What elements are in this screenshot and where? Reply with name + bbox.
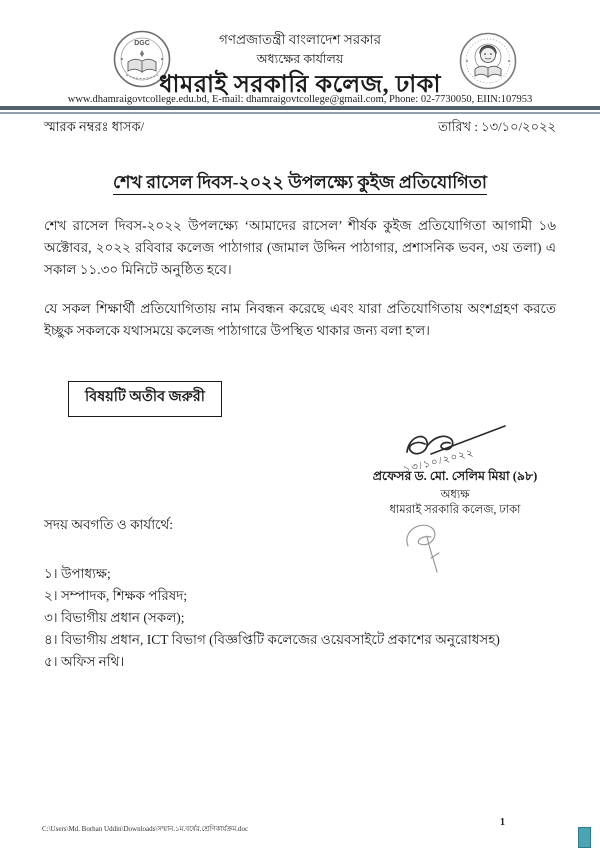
signature-handwritten-date: ১৩/১০/২০২২ xyxy=(402,447,476,476)
header-divider xyxy=(0,106,600,114)
signatory-designation: অধ্যক্ষ xyxy=(440,489,470,501)
distribution-item-1: ১। উপাধ্যক্ষ; xyxy=(44,566,111,581)
urgent-note-box: বিষয়টি অতীব জরুরী xyxy=(68,381,222,417)
body-paragraph-2: যে সকল শিক্ষার্থী প্রতিযোগিতায় নাম নিবন্ধন করেছে এবং যারা প্রতিযোগিতায় অংশগ্রহণ করতে ইচ্ছুক সকলকে যথাসময়ে কলেজ পাঠাগারে উপস্থিত থাকার জন্য বলা হ'ল। xyxy=(44,301,556,338)
memo-date: তারিখ : ১৩/১০/২০২২ xyxy=(438,119,556,134)
distribution-list xyxy=(44,514,556,673)
notice-title: শেখ রাসেল দিবস-২০২২ উপলক্ষ্যে কুইজ প্রতিযোগিতা xyxy=(0,170,600,199)
memo-number: স্মারক নম্বরঃ ধাসক/ xyxy=(44,119,145,134)
college-name: ধামরাই সরকারি কলেজ, ঢাকা xyxy=(159,72,441,98)
distribution-item-5: ৫। অফিস নথি। xyxy=(44,654,125,669)
distribution-item-4: ৪। বিভাগীয় প্রধান, ICT বিভাগ (বিজ্ঞপ্তিটি কলেজের ওয়েবসাইটে প্রকাশের অনুরোধসহ) xyxy=(44,632,500,647)
initial-scribble-icon xyxy=(394,516,464,584)
distribution-item-2: ২। সম্পাদক, শিক্ষক পরিষদ; xyxy=(44,588,188,603)
scrollbar-thumb[interactable] xyxy=(578,827,591,848)
contact-info-line: www.dhamraigovtcollege.edu.bd, E-mail: dhamraigovtcollege@gmail.com, Phone: 02-7730050, EIIN:107953 xyxy=(67,94,533,105)
body-paragraph-1: শেখ রাসেল দিবস-২০২২ উপলক্ষ্যে ‘আমাদের রাসেল’ শীর্ষক কুইজ প্রতিযোগিতা আগামী ১৬ অক্টোবর, ২০২২ রবিবার কলেজ পাঠাগার (জামাল উদ্দিন পাঠাগার, প্রশাসনিক ভবন, ৩য় তলা) এ সকাল ১১.৩০ মিনিটে অনুষ্ঠিত হবে। xyxy=(44,218,556,277)
document-file-path: C:\Users\Md. Borhan Uddin\Downloads\সম্মান.১ম.বর্ষের.শ্রেণিকার্যক্রম.doc xyxy=(42,825,249,833)
office-line: অধ্যক্ষের কার্যালয় xyxy=(256,52,344,66)
distribution-item-3: ৩। বিভাগীয় প্রধান (সকল); xyxy=(44,610,185,625)
government-line: গণপ্রজাতন্ত্রী বাংলাদেশ সরকার xyxy=(218,32,382,47)
page-number: 1 xyxy=(500,817,505,828)
distribution-heading: সদয় অবগতি ও কার্যার্থে: xyxy=(44,517,174,532)
signatory-name: প্রফেসর ড. মো. সেলিম মিয়া (৯৮) xyxy=(372,469,538,483)
signatory-institution: ধামরাই সরকারি কলেজ, ঢাকা xyxy=(389,504,521,516)
svg-text:DGC: DGC xyxy=(134,40,150,47)
